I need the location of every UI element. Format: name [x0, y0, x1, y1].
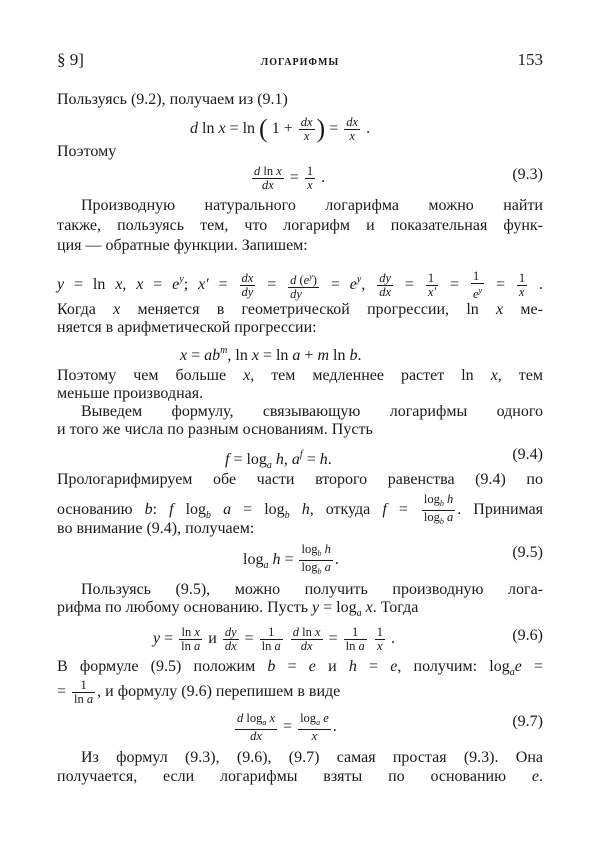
text-run: ция — обратные функции. Запишем:	[57, 237, 308, 254]
subscript: b	[439, 499, 444, 508]
fraction	[223, 626, 239, 653]
math-variable: x	[115, 276, 123, 294]
fraction-denominator	[299, 129, 315, 143]
fraction-denominator	[260, 639, 283, 653]
text-run: ln	[181, 639, 194, 653]
fraction-numerator	[298, 712, 331, 729]
fraction-denominator	[375, 639, 385, 653]
fraction-numerator	[288, 270, 319, 287]
fraction	[298, 712, 331, 743]
math-variable: h	[275, 451, 284, 468]
fraction-denominator	[471, 283, 484, 301]
math-variable: y	[153, 630, 161, 648]
math-variable: x	[276, 164, 282, 178]
equation-number: (9.3)	[512, 166, 543, 183]
text-run: =	[187, 347, 205, 364]
math-variable: d	[292, 625, 300, 639]
text-run: log	[173, 501, 207, 519]
math-variable: x	[218, 120, 226, 138]
math-variable: x	[194, 625, 200, 639]
superscript: y	[309, 272, 313, 281]
math-variable: f	[169, 501, 174, 519]
section-label: § 9]	[57, 50, 84, 69]
text-line	[57, 90, 543, 110]
math-variable: a	[223, 501, 232, 519]
running-title: ЛОГАРИФМЫ	[260, 57, 340, 68]
fraction-denominator	[305, 178, 315, 192]
math-variable: x	[307, 178, 313, 192]
fraction-denominator	[291, 639, 323, 653]
text-run: 1	[80, 678, 87, 692]
text-line	[57, 598, 543, 624]
math-variable: x	[243, 367, 251, 384]
text-run: =	[356, 658, 391, 675]
text-run: Пользуясь (9.2), получаем из (9.1)	[57, 91, 288, 108]
math-variable: dx	[241, 271, 254, 285]
superscript: m	[220, 345, 228, 356]
math-variable: a	[194, 639, 201, 653]
text-line	[57, 366, 543, 386]
math-variable: dx	[224, 639, 237, 653]
text-run: 1	[306, 164, 314, 178]
fraction-denominator	[426, 285, 438, 299]
text-run: .	[317, 169, 326, 187]
fraction-denominator	[72, 692, 95, 706]
text-run: меньше производная.	[57, 385, 204, 402]
math-variable: y	[312, 599, 320, 616]
text-run: Из формул (9.3), (9.6), (9.7) самая простая (9.3). Она	[81, 749, 543, 766]
math-variable: a	[291, 451, 300, 468]
fraction-denominator	[344, 129, 360, 143]
math-variable: e	[531, 768, 539, 785]
text-run: .	[332, 718, 337, 736]
math-variable: a	[324, 560, 331, 574]
text-run: = log	[229, 451, 267, 468]
math-variable: e	[323, 711, 329, 725]
math-variable: x	[251, 347, 259, 364]
text-run: .	[362, 120, 371, 138]
fraction	[72, 679, 95, 706]
text-run: , получим: log	[397, 658, 510, 675]
math-variable: dy	[241, 285, 254, 299]
fraction-denominator	[235, 729, 277, 743]
math-variable: h	[319, 451, 328, 468]
text-run: log	[300, 711, 317, 725]
text-line	[57, 236, 543, 256]
fraction	[299, 116, 315, 143]
math-variable: dx	[346, 115, 359, 129]
subscript: a	[262, 718, 267, 727]
text-run: няется в арифметической прогрессии:	[57, 319, 317, 336]
page-number: 153	[517, 50, 543, 69]
text-run: =	[160, 630, 178, 648]
math-variable: b	[349, 347, 358, 364]
text-run: (	[296, 273, 304, 287]
text-line	[57, 580, 543, 600]
fraction-denominator	[223, 639, 239, 653]
fraction-numerator	[471, 270, 484, 283]
fraction-numerator	[299, 116, 315, 129]
text-run: :	[152, 501, 170, 519]
math-variable: dx	[250, 729, 262, 743]
text-run: =	[320, 276, 350, 294]
large-parenthesis: (	[259, 114, 268, 144]
text-run	[285, 630, 289, 647]
text-line	[57, 116, 543, 143]
fraction-numerator	[375, 626, 385, 639]
math-variable: x	[311, 729, 318, 743]
fraction-numerator	[377, 272, 393, 285]
text-run: В формуле (9.5) положим	[57, 658, 268, 675]
math-variable: h	[301, 501, 310, 519]
subscript: a	[316, 718, 321, 727]
text-run: 1	[472, 269, 480, 283]
math-variable: x	[518, 285, 525, 299]
text-run: log	[243, 711, 263, 725]
math-variable: e	[308, 658, 316, 675]
text-run: получается, если логарифмы взяты по основанию	[57, 768, 532, 785]
text-line	[57, 384, 543, 404]
text-line	[57, 270, 543, 301]
subscript: a	[263, 560, 269, 572]
text-run: =	[440, 276, 469, 294]
text-line	[57, 712, 543, 743]
text-run: ln	[299, 625, 315, 639]
text-run: Пользуясь (9.5), можно получить производную лога-	[81, 581, 543, 598]
math-variable: f	[382, 501, 387, 519]
subscript: b	[284, 510, 290, 522]
fraction-numerator	[260, 626, 283, 639]
subscript: b	[206, 510, 212, 522]
text-line	[57, 679, 543, 706]
fraction-numerator	[240, 272, 256, 285]
text-run: =	[240, 630, 258, 648]
text-run: =	[386, 501, 420, 519]
math-variable: m	[317, 347, 329, 364]
fraction	[179, 626, 202, 653]
math-variable: a	[358, 639, 365, 653]
text-run: 1	[268, 625, 275, 639]
math-variable: ab	[204, 347, 221, 364]
fraction	[252, 165, 284, 192]
fraction	[377, 272, 393, 299]
text-run: =	[521, 658, 544, 675]
text-run: ;	[183, 276, 199, 294]
text-line	[57, 543, 543, 578]
math-variable: x	[269, 711, 276, 725]
text-run: 1	[427, 271, 435, 285]
math-variable: e	[303, 273, 310, 287]
text-run: ,	[283, 451, 292, 468]
fraction-numerator	[517, 272, 527, 285]
text-run: log	[423, 492, 440, 506]
fraction-numerator	[223, 626, 239, 639]
text-run: меняется в геометрической прогрессии, ln	[120, 301, 497, 318]
text-run: .	[386, 630, 395, 648]
text-run: , тем	[497, 367, 544, 384]
math-variable: b	[267, 658, 276, 675]
math-variable: a	[292, 347, 301, 364]
text-run: Поэтому	[57, 143, 117, 160]
text-run: ln	[74, 692, 87, 706]
math-variable: dy	[290, 287, 302, 301]
text-run: Поэтому чем больше	[57, 367, 244, 384]
text-run: = ln	[258, 347, 293, 364]
text-run: log	[243, 551, 264, 569]
fraction-numerator	[291, 626, 323, 639]
fraction-numerator	[305, 165, 315, 178]
fraction	[240, 272, 256, 299]
math-variable: e	[472, 287, 479, 301]
math-variable: x	[496, 301, 504, 318]
text-run: и	[204, 630, 221, 648]
subscript: b	[439, 517, 444, 526]
text-run: ln	[181, 625, 195, 639]
math-variable: y	[57, 276, 65, 294]
math-variable: h	[348, 658, 357, 675]
equation-number: (9.4)	[512, 446, 543, 463]
text-run: .	[529, 276, 544, 294]
math-variable: dx	[379, 285, 392, 299]
math-variable: d	[254, 164, 261, 178]
text-line	[57, 142, 543, 162]
math-variable: x	[303, 129, 310, 143]
text-line	[57, 341, 543, 366]
superscript: y	[179, 274, 184, 286]
fraction	[235, 712, 277, 743]
text-run: = ln	[64, 276, 116, 294]
text-run: log	[423, 510, 440, 524]
text-run: ln	[261, 639, 275, 653]
text-line	[57, 196, 543, 216]
text-run: рифма по любому основанию. Пусть	[57, 599, 313, 616]
math-variable: dx	[300, 639, 313, 653]
text-run: =	[280, 551, 298, 569]
text-run: во внимание (9.4), получаем:	[57, 520, 255, 537]
subscript: b	[317, 549, 322, 558]
large-parenthesis: )	[316, 114, 326, 144]
text-run: 1 +	[267, 120, 297, 138]
text-run: .	[539, 768, 543, 785]
text-line	[57, 318, 543, 338]
superscript: y	[478, 286, 483, 295]
fraction	[344, 116, 360, 143]
fraction-denominator	[240, 285, 256, 299]
math-variable: x	[180, 347, 188, 364]
math-variable: dx	[300, 115, 313, 129]
text-run: Прологарифмируем обе части второго равенства (9.4) по	[57, 471, 543, 488]
fraction	[288, 270, 319, 301]
text-run	[211, 501, 223, 518]
text-run: ln	[260, 164, 277, 178]
text-run: =	[395, 276, 424, 294]
text-line	[57, 402, 543, 422]
text-run: ln	[198, 120, 219, 138]
math-variable: x	[349, 129, 355, 143]
text-run: , тем медленнее растет ln	[250, 367, 491, 384]
fraction-numerator	[299, 543, 332, 560]
text-run: )	[312, 273, 317, 287]
fraction-numerator	[344, 116, 360, 129]
text-run: .	[357, 347, 362, 364]
fraction-denominator	[288, 287, 319, 301]
text-run: , и формулу (9.6) перепишем в виде	[97, 683, 341, 701]
fraction	[471, 270, 484, 301]
math-variable: dx	[261, 178, 274, 192]
fraction	[375, 626, 385, 653]
math-variable: d	[237, 711, 244, 725]
fraction	[344, 626, 367, 653]
fraction-denominator	[344, 639, 367, 653]
text-run: . Тогда	[372, 599, 419, 616]
text-run: = log	[319, 599, 357, 616]
math-variable: x	[113, 301, 121, 318]
text-run	[369, 630, 373, 647]
equation-number: (9.5)	[512, 544, 543, 561]
fraction-numerator	[72, 679, 95, 692]
text-line	[57, 748, 543, 768]
math-variable: a	[274, 639, 281, 653]
subscript: a	[509, 667, 515, 678]
text-run: ,	[361, 276, 376, 294]
math-variable: h	[447, 492, 454, 506]
math-variable: x	[377, 639, 383, 653]
text-line	[57, 470, 543, 490]
math-variable: x′	[427, 285, 437, 299]
fraction-numerator	[179, 626, 202, 639]
text-run: =	[57, 683, 71, 701]
text-run: =	[208, 276, 238, 294]
text-run: =	[285, 169, 303, 187]
text-run: 1	[352, 625, 359, 639]
text-run: = ln	[225, 120, 260, 138]
fraction	[299, 543, 332, 578]
text-run: также, пользуясь тем, что логарифм и показательная функ-	[57, 217, 543, 234]
text-run	[290, 501, 302, 518]
text-run: .	[327, 451, 332, 468]
text-run: = log	[231, 501, 285, 519]
fraction-numerator	[235, 712, 277, 729]
math-variable: x	[136, 276, 144, 294]
text-run: =	[302, 451, 320, 468]
superscript: f	[299, 449, 303, 460]
text-run: 1	[376, 625, 383, 639]
text-run: =	[143, 276, 173, 294]
text-run: Когда	[57, 301, 114, 318]
math-variable: d	[190, 120, 198, 138]
fraction-denominator	[517, 285, 527, 299]
text-run: , откуда	[309, 501, 383, 519]
math-variable: x	[365, 599, 373, 616]
text-run: ln	[345, 639, 359, 653]
math-variable: e	[349, 276, 357, 294]
fraction-denominator	[179, 639, 202, 653]
math-variable: a	[447, 510, 454, 524]
fraction	[291, 626, 323, 653]
text-line	[57, 165, 543, 192]
math-variable: h	[272, 551, 281, 569]
math-variable: h	[324, 542, 331, 556]
text-run: основанию	[57, 501, 145, 519]
text-run: log	[301, 542, 318, 556]
math-variable: e	[390, 658, 398, 675]
text-run: =	[486, 276, 515, 294]
superscript: y	[356, 274, 362, 286]
fraction	[517, 272, 527, 299]
text-run: =	[257, 276, 287, 294]
text-run: и	[315, 658, 349, 675]
subscript: a	[356, 608, 362, 619]
fraction	[305, 165, 315, 192]
text-run: log	[301, 560, 318, 574]
text-line	[57, 420, 543, 440]
fraction-numerator	[252, 165, 284, 178]
math-variable: x′	[198, 276, 209, 294]
math-variable: f	[225, 451, 230, 468]
fraction	[260, 626, 283, 653]
text-line	[57, 767, 543, 787]
fraction-numerator	[344, 626, 367, 639]
fraction-denominator	[299, 560, 332, 578]
text-run: и того же числа по разным основаниям. Пусть	[57, 421, 373, 438]
text-run: Выведем формулу, связывающую логарифмы одного	[81, 403, 543, 420]
math-variable: b	[144, 501, 153, 519]
math-variable: x	[490, 367, 498, 384]
subscript: a	[266, 460, 272, 471]
equation-number: (9.7)	[512, 713, 543, 730]
math-variable: a	[86, 692, 94, 706]
text-run: =	[325, 120, 343, 138]
math-variable: d	[290, 273, 297, 287]
fraction-numerator	[426, 272, 438, 285]
text-line	[57, 300, 543, 320]
text-run: =	[275, 658, 309, 675]
fraction-numerator	[422, 493, 455, 510]
text-run: =	[279, 718, 297, 736]
fraction-denominator	[252, 178, 284, 192]
text-run: +	[300, 347, 318, 364]
math-variable: dy	[224, 625, 237, 639]
fraction	[426, 272, 438, 299]
equation-number: (9.6)	[512, 627, 543, 644]
text-run: . Принимая	[457, 501, 544, 519]
math-variable: e	[514, 658, 522, 675]
text-run: ме-	[503, 301, 543, 318]
text-run: , ln	[227, 347, 252, 364]
text-run: =	[324, 630, 342, 648]
text-run: .	[334, 551, 339, 569]
text-run: 1	[518, 271, 526, 285]
math-variable: x	[315, 625, 321, 639]
math-variable: e	[172, 276, 180, 294]
text-line	[57, 626, 543, 653]
fraction-denominator	[298, 729, 331, 743]
text-run: ln	[329, 347, 350, 364]
math-variable: dy	[379, 271, 392, 285]
text-line	[57, 519, 543, 539]
fraction-denominator	[377, 285, 393, 299]
text-run: Производную натурального логарифма можно найти	[81, 197, 543, 214]
text-line	[57, 216, 543, 236]
text-run: ,	[122, 276, 137, 294]
subscript: b	[317, 567, 322, 576]
